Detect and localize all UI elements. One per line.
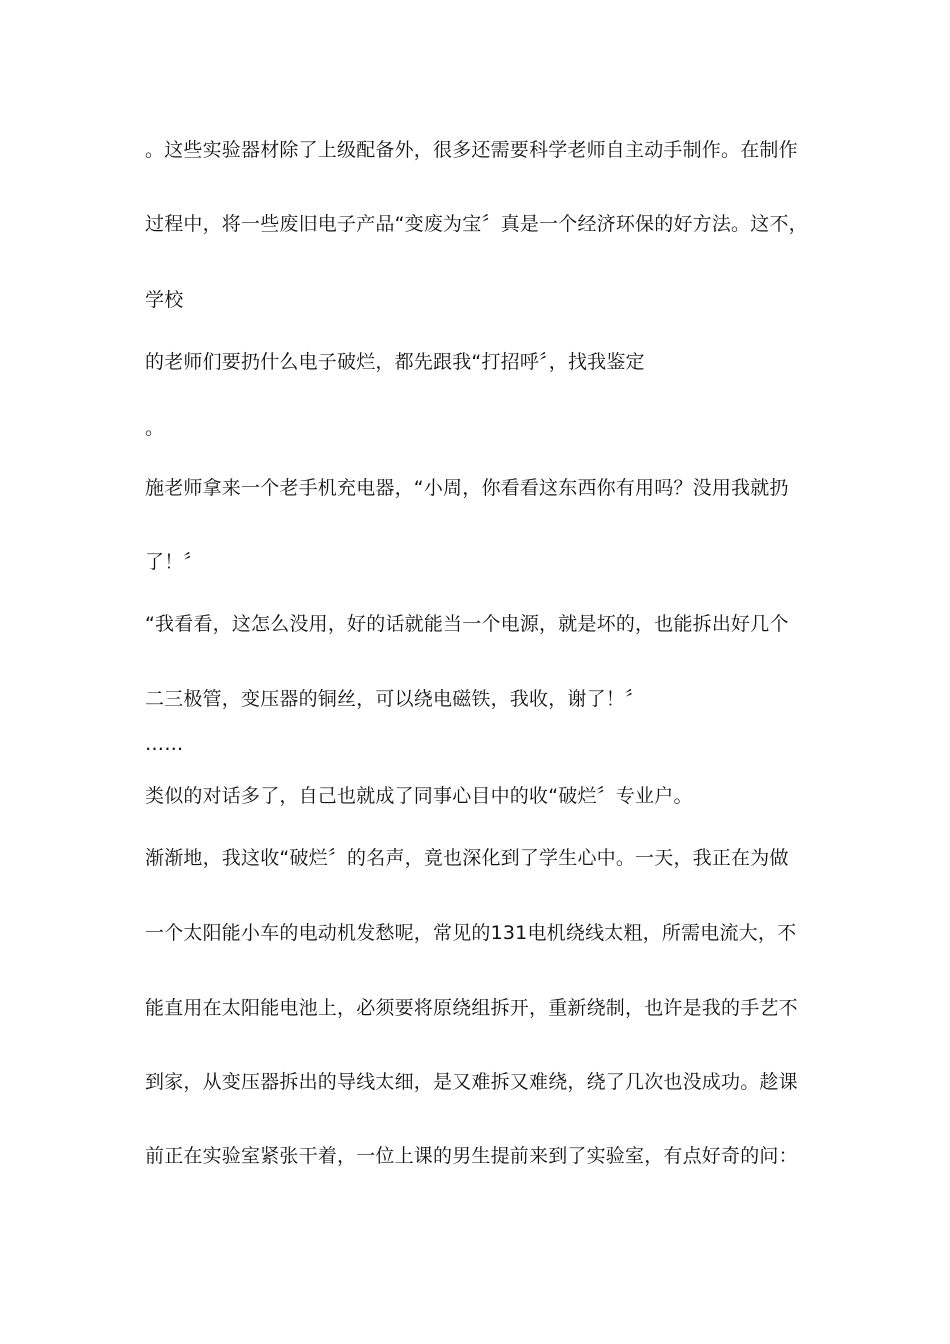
text-line-11: 类似的对话多了，自己也就成了同事心目中的收“破烂〞专业户。 <box>145 785 693 807</box>
text-line-10: …… <box>145 733 184 755</box>
text-line-13: 一个太阳能小车的电动机发愁呢，常见的131电机绕线太粗，所需电流大，不 <box>145 922 797 944</box>
text-line-9: 二三极管，变压器的铜丝，可以绕电磁铁，我收，谢了！〞 <box>145 688 645 710</box>
text-line-1: 。这些实验器材除了上级配备外，很多还需要科学老师自主动手制作。在制作 <box>145 139 798 161</box>
text-line-4: 的老师们要扔什么电子破烂，都先跟我“打招呼〞，找我鉴定 <box>145 351 645 373</box>
text-line-2: 过程中，将一些废旧电子产品“变废为宝〞真是一个经济环保的好方法。这不， <box>145 213 808 235</box>
text-line-12: 渐渐地，我这收“破烂〞的名声，竟也深化到了学生心中。一天，我正在为做 <box>145 847 789 869</box>
text-line-15: 到家，从变压器拆出的导线太细，是又难拆又难绕，绕了几次也没成功。趁课 <box>145 1071 798 1093</box>
text-line-14: 能直用在太阳能电池上，必须要将原绕组拆开，重新绕制，也许是我的手艺不 <box>145 997 798 1019</box>
text-line-8: “我看看，这怎么没用，好的话就能当一个电源，就是坏的，也能拆出好几个 <box>145 613 789 635</box>
text-line-5: 。 <box>145 417 165 439</box>
text-line-16: 前正在实验室紧张干着，一位上课的男生提前来到了实验室，有点好奇的问： <box>145 1145 798 1167</box>
text-line-3: 学校 <box>145 289 184 311</box>
text-line-6: 施老师拿来一个老手机充电器，“小周，你看看这东西你有用吗？没用我就扔 <box>145 477 789 499</box>
text-line-7: 了！〞 <box>145 551 203 573</box>
